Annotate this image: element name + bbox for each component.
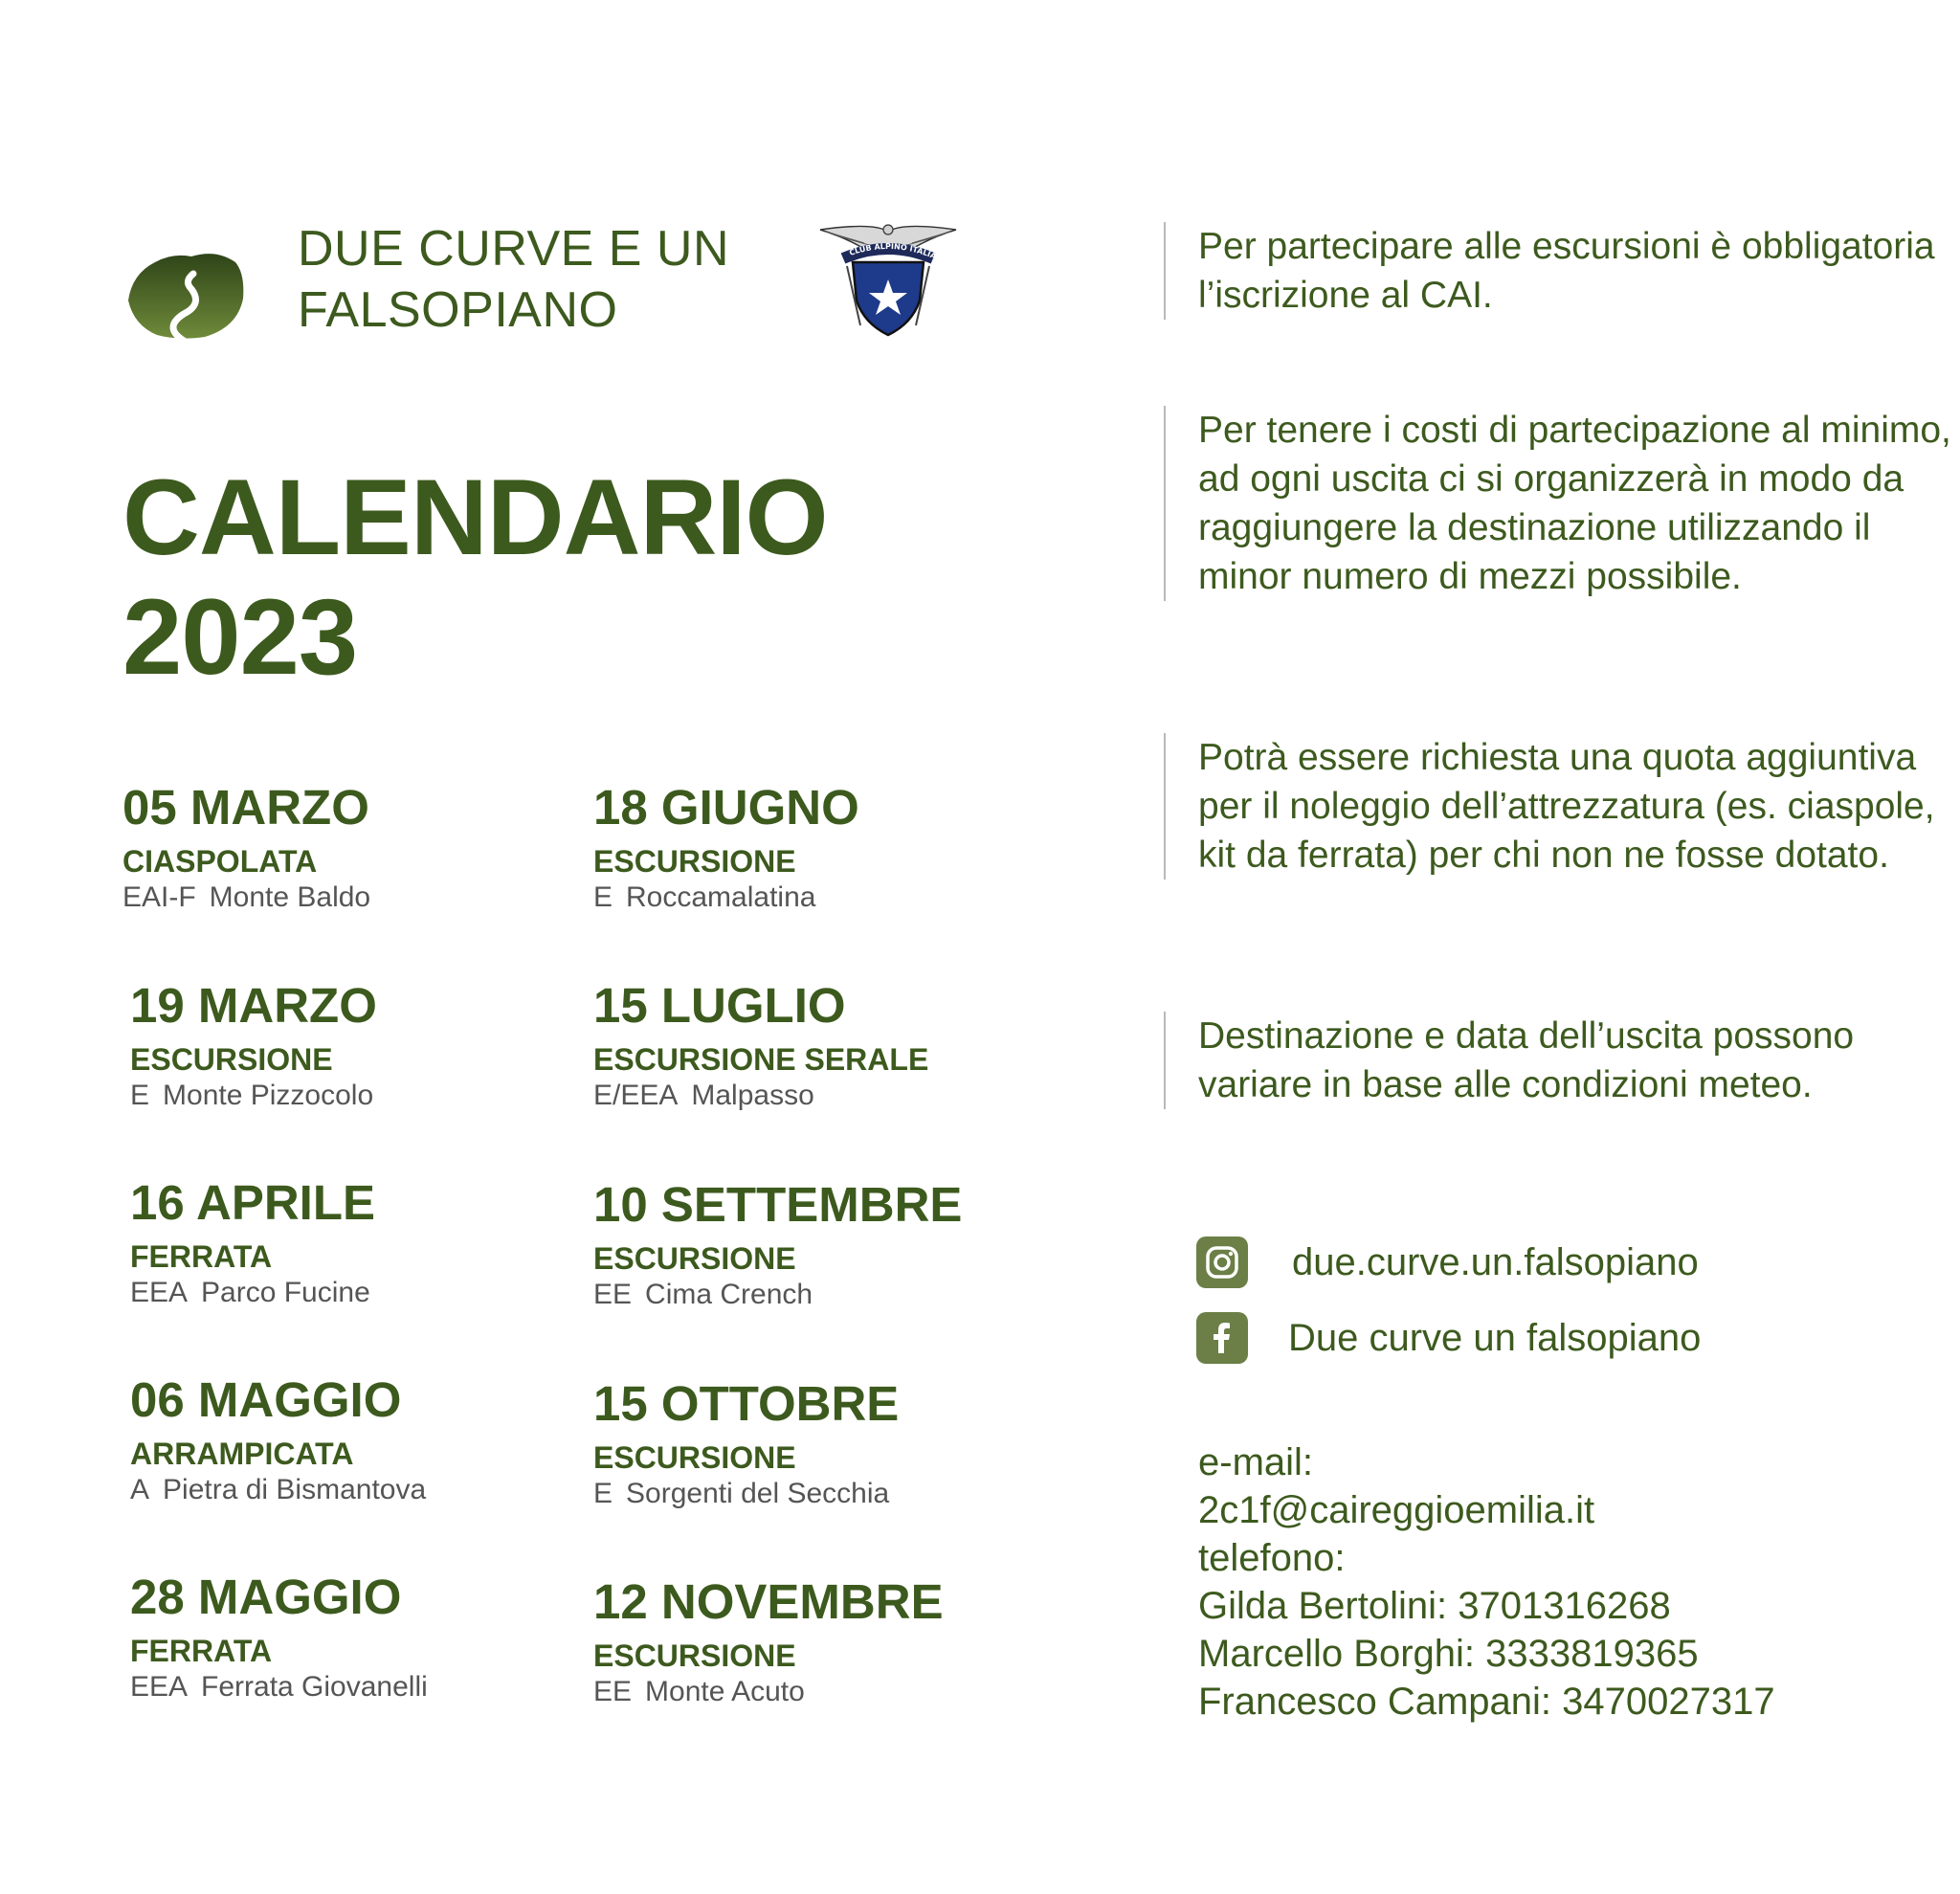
facebook-icon[interactable] <box>1196 1312 1248 1364</box>
event-type: ESCURSIONE SERALE <box>593 1042 929 1077</box>
phone-label: telefono: <box>1198 1537 1346 1579</box>
info-transport-costs: Per tenere i costi di partecipazione al minimo, ad ogni uscita ci si organizzerà in modo da raggiungere la destinazione utilizzando il minor numero di mezzi possibile. <box>1164 406 1960 601</box>
contact-person: Francesco Campani: 3470027317 <box>1198 1681 1775 1723</box>
brand-name-line2: FALSOPIANO <box>298 282 618 338</box>
cai-logo <box>816 220 960 340</box>
calendar-title <box>122 457 828 697</box>
info-equipment-rental: Potrà essere richiesta una quota aggiuntiva per il noleggio dell’attrezzatura (es. ciaspole, kit da ferrata) per chi non ne fosse dotato. <box>1164 733 1960 880</box>
event-date: 15 OTTOBRE <box>593 1376 900 1431</box>
event-date: 10 SETTEMBRE <box>593 1177 963 1232</box>
event-difficulty: EEA <box>130 1671 189 1703</box>
event-type: CIASPOLATA <box>122 844 318 879</box>
event-place: Roccamalatina <box>626 881 816 913</box>
event-date: 05 MARZO <box>122 780 369 835</box>
calendar-title-line1: CALENDARIO <box>122 457 828 577</box>
event-difficulty: EEA <box>130 1277 189 1308</box>
instagram-handle[interactable]: due.curve.un.falsopiano <box>1292 1240 1699 1283</box>
facebook-link[interactable] <box>1196 1309 1701 1367</box>
event-item <box>130 1175 570 1311</box>
event-difficulty: E/EEA <box>593 1080 679 1111</box>
email-label: e-mail: <box>1198 1441 1314 1483</box>
event-difficulty: A <box>130 1474 150 1505</box>
info-cai-membership: Per partecipare alle escursioni è obbligatoria l’iscrizione al CAI. <box>1164 222 1960 320</box>
event-date: 15 LUGLIO <box>593 978 846 1033</box>
event-place: Ferrata Giovanelli <box>201 1671 428 1703</box>
event-type: FERRATA <box>130 1634 273 1668</box>
event-item <box>593 978 1034 1114</box>
event-type: ARRAMPICATA <box>130 1437 354 1471</box>
club-alpino-italiano-emblem-icon <box>816 220 960 340</box>
event-type: ESCURSIONE <box>593 1241 796 1276</box>
event-item <box>122 780 563 916</box>
event-date: 19 MARZO <box>130 978 377 1033</box>
event-place: Monte Pizzocolo <box>163 1080 374 1111</box>
event-place: Pietra di Bismantova <box>163 1474 427 1505</box>
event-difficulty: E <box>130 1080 150 1111</box>
event-date: 18 GIUGNO <box>593 780 859 835</box>
event-difficulty: E <box>593 881 613 913</box>
cai-band-text: CLUB ALPINO ITALIA <box>848 241 938 261</box>
event-detail <box>130 1078 570 1114</box>
event-difficulty: EE <box>593 1279 633 1310</box>
event-date: 06 MAGGIO <box>130 1372 402 1427</box>
facebook-page-name[interactable]: Due curve un falsopiano <box>1288 1316 1702 1359</box>
instagram-link[interactable] <box>1196 1234 1699 1291</box>
event-type: ESCURSIONE <box>593 844 796 879</box>
event-detail <box>122 880 563 916</box>
event-detail <box>130 1275 570 1311</box>
event-difficulty: EAI-F <box>122 881 196 913</box>
event-item <box>130 1570 570 1705</box>
event-place: Cima Crench <box>645 1279 813 1310</box>
instagram-icon[interactable] <box>1196 1237 1248 1288</box>
event-item <box>593 1574 1034 1710</box>
event-date: 12 NOVEMBRE <box>593 1574 944 1629</box>
event-item <box>593 1177 1034 1313</box>
event-type: ESCURSIONE <box>593 1638 796 1673</box>
event-place: Parco Fucine <box>201 1277 370 1308</box>
mountain-road-logo-icon <box>124 245 247 341</box>
event-item <box>130 978 570 1114</box>
email-address[interactable]: 2c1f@caireggioemilia.it <box>1198 1489 1595 1531</box>
event-type: ESCURSIONE <box>593 1440 796 1475</box>
brand-name-line1: DUE CURVE E UN <box>298 221 730 277</box>
event-item <box>593 780 1034 916</box>
event-detail <box>593 1078 1034 1114</box>
event-detail <box>593 1277 1034 1313</box>
contacts-block <box>1198 1438 1775 1726</box>
brand-name <box>298 218 729 341</box>
event-item <box>130 1372 570 1508</box>
event-difficulty: EE <box>593 1676 633 1707</box>
info-weather-changes: Destinazione e data dell’uscita possono variare in base alle condizioni meteo. <box>1164 1012 1960 1109</box>
event-detail <box>593 880 1034 916</box>
event-detail <box>130 1669 570 1705</box>
event-type: ESCURSIONE <box>130 1042 333 1077</box>
event-detail <box>593 1674 1034 1710</box>
event-item <box>593 1376 1034 1512</box>
contact-person: Gilda Bertolini: 3701316268 <box>1198 1585 1671 1627</box>
event-place: Monte Baldo <box>209 881 371 913</box>
event-place: Monte Acuto <box>645 1676 805 1707</box>
event-detail <box>130 1472 570 1508</box>
brand-logo <box>124 245 247 341</box>
event-place: Sorgenti del Secchia <box>626 1478 890 1509</box>
contact-person: Marcello Borghi: 3333819365 <box>1198 1633 1699 1675</box>
event-place: Malpasso <box>691 1080 814 1111</box>
event-date: 16 APRILE <box>130 1175 376 1230</box>
event-difficulty: E <box>593 1478 613 1509</box>
event-type: FERRATA <box>130 1239 273 1274</box>
event-detail <box>593 1476 1034 1512</box>
event-date: 28 MAGGIO <box>130 1570 402 1624</box>
calendar-title-year: 2023 <box>122 577 358 697</box>
